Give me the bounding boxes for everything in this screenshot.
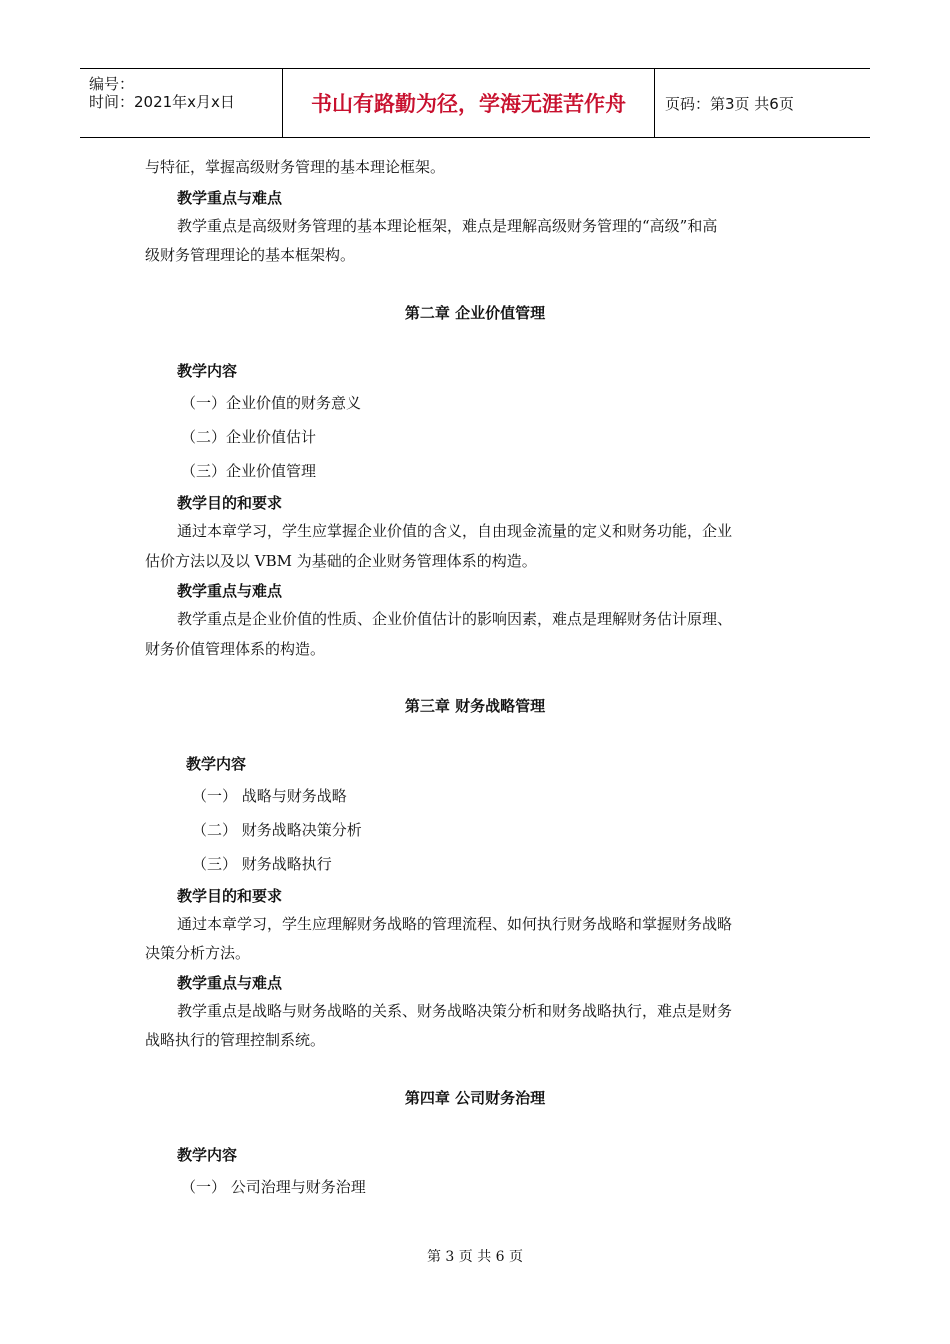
list-item: （二） 财务战略决策分析 <box>192 821 362 839</box>
body-line: 决策分析方法。 <box>145 944 251 962</box>
chapter-title: 第四章 公司财务治理 <box>404 1089 546 1107</box>
number-label: 编号： <box>89 75 135 93</box>
section-heading: 教学目的和要求 <box>177 887 283 905</box>
body-line: 教学重点是企业价值的性质、企业价值估计的影响因素，难点是理解财务估计原理、 <box>177 610 733 628</box>
date-label: 时间：2021年x月x日 <box>89 93 235 111</box>
section-heading: 教学目的和要求 <box>177 494 283 512</box>
page-footer: 第 3 页 共 6 页 <box>426 1249 524 1265</box>
chapter-title: 第二章 企业价值管理 <box>404 304 546 322</box>
list-item: （三）企业价值管理 <box>181 462 317 480</box>
body-line: 与特征，掌握高级财务管理的基本理论框架。 <box>145 158 446 176</box>
list-item: （一）企业价值的财务意义 <box>181 394 362 412</box>
section-heading: 教学重点与难点 <box>177 582 283 600</box>
body-line: 估价方法以及以 VBM 为基础的企业财务管理体系的构造。 <box>145 552 537 570</box>
body-line: 通过本章学习，学生应掌握企业价值的含义，自由现金流量的定义和财务功能，企业 <box>177 522 733 540</box>
section-heading: 教学重点与难点 <box>177 189 283 207</box>
document-header <box>80 68 870 138</box>
list-item: （一） 战略与财务战略 <box>192 787 347 805</box>
list-item: （三） 财务战略执行 <box>192 855 332 873</box>
section-heading: 教学内容 <box>177 1146 238 1164</box>
list-item: （二）企业价值估计 <box>181 428 317 446</box>
chapter-title: 第三章 财务战略管理 <box>404 697 546 715</box>
header-page-info: 页码：第3页 共6页 <box>665 94 794 113</box>
body-line: 财务价值管理体系的构造。 <box>145 640 326 658</box>
body-line: 通过本章学习，学生应理解财务战略的管理流程、如何执行财务战略和掌握财务战略 <box>177 915 733 933</box>
list-item: （一） 公司治理与财务治理 <box>181 1178 366 1196</box>
body-line: 教学重点是高级财务管理的基本理论框架，难点是理解高级财务管理的“高级”和高 <box>177 217 718 235</box>
body-line: 级财务管理理论的基本框架构。 <box>145 246 356 264</box>
body-line: 战略执行的管理控制系统。 <box>145 1031 326 1049</box>
section-heading: 教学内容 <box>177 362 238 380</box>
header-meta-cell <box>80 69 283 137</box>
section-heading: 教学重点与难点 <box>177 974 283 992</box>
header-motto: 书山有路勤为径，学海无涯苦作舟 <box>283 69 655 137</box>
section-heading: 教学内容 <box>186 755 247 773</box>
body-line: 教学重点是战略与财务战略的关系、财务战略决策分析和财务战略执行，难点是财务 <box>177 1002 733 1020</box>
